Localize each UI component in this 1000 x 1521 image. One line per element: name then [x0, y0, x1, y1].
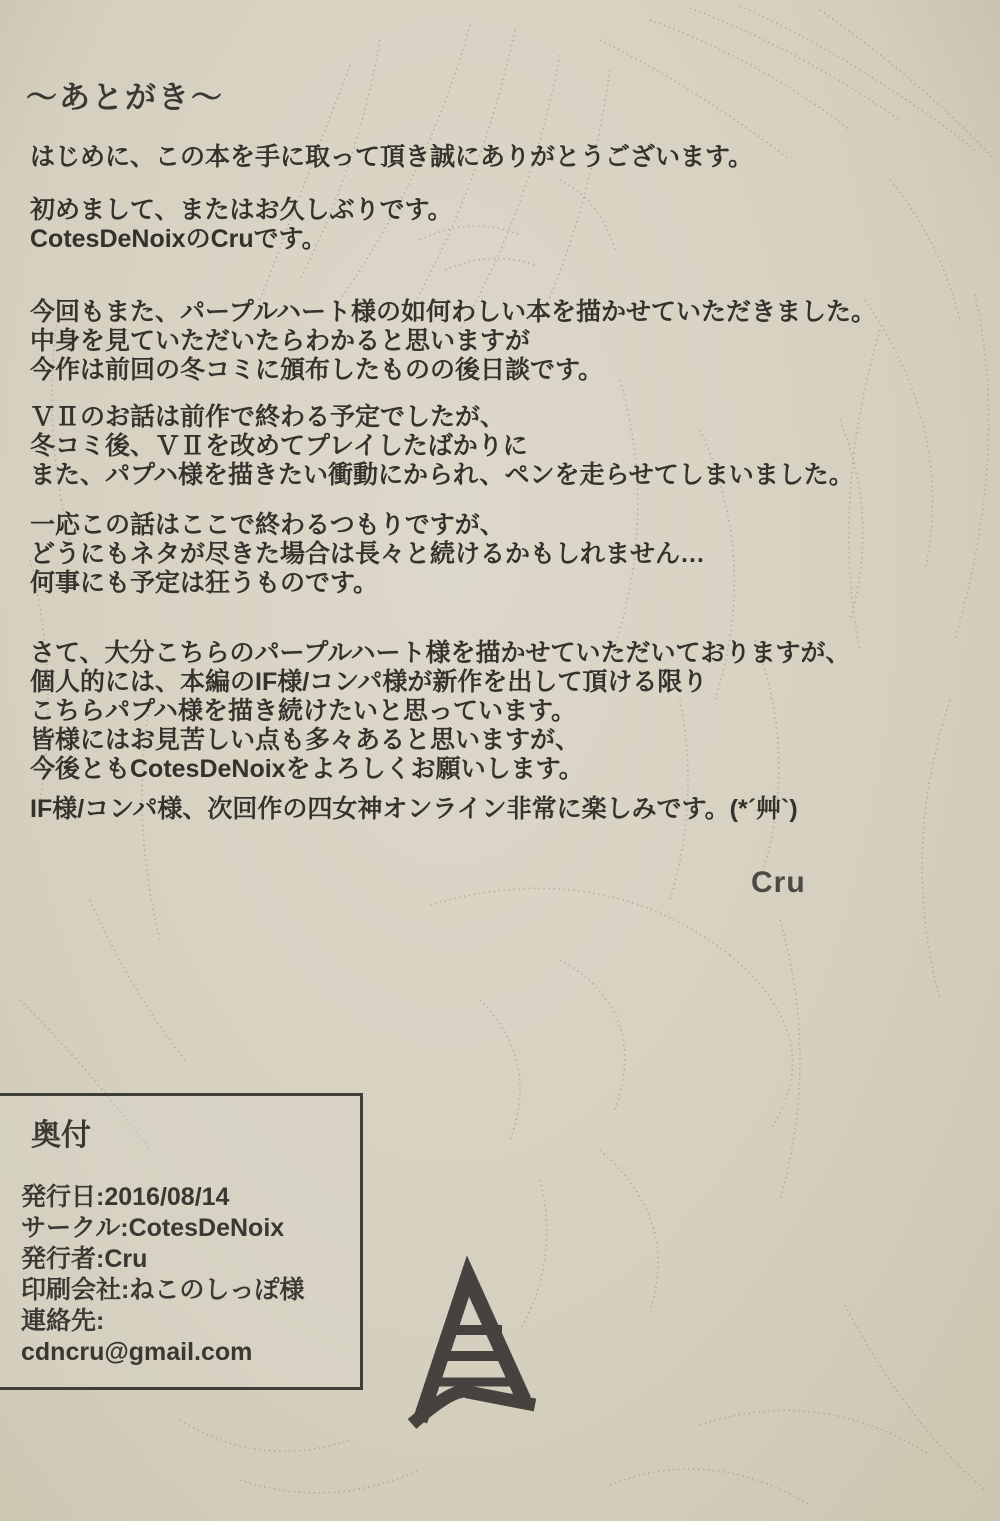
paragraph-story-plans [30, 403, 854, 490]
text-line: また、パプハ様を描きたい衝動にかられ、ペンを走らせてしまいました。 [30, 461, 854, 489]
text-line: 一応この話はここで終わるつもりですが、 [30, 511, 505, 539]
paragraph-continuation [30, 511, 705, 598]
colophon-heading: 奥付 [31, 1119, 91, 1152]
text-line: 今回もまた、パープルハート様の如何わしい本を描かせていただきました。 [30, 298, 877, 326]
printing-company: 印刷会社:ねこのしっぽ様 [21, 1276, 305, 1304]
text-line: 中身を見ていただいたらわかると思いますが [30, 327, 531, 355]
text-line: はじめに、この本を手に取って頂き誠にありがとうございます。 [30, 143, 754, 171]
circle-name: サークル:CotesDeNoix [21, 1214, 285, 1242]
text-line: こちらパプハ様を描き続けたいと思っています。 [30, 697, 577, 725]
text-line: 何事にも予定は狂うものです。 [30, 569, 379, 597]
paragraph-introduction [30, 196, 453, 254]
text-line: 皆様にはお見苦しい点も多々あると思いますが、 [30, 726, 581, 754]
text-line: IF様/コンパ様、次回作の四女神オンライン非常に楽しみです。(*´艸`) [30, 795, 798, 823]
paragraph-postscript [30, 795, 798, 824]
text-line: 今後ともCotesDeNoixをよろしくお願いします。 [30, 755, 584, 783]
colophon-details [21, 1182, 304, 1368]
text-line: さて、大分こちらのパープルハート様を描かせていただいておりますが、 [30, 639, 851, 667]
a-ladder-logo-icon [400, 1255, 550, 1445]
contact-email: cdncru@gmail.com [21, 1338, 253, 1366]
paragraph-closing [30, 639, 851, 784]
paragraph-about-book [30, 298, 876, 385]
text-line: 冬コミ後、ＶⅡを改めてプレイしたばかりに [30, 432, 528, 460]
text-line: CotesDeNoixのCruです。 [30, 225, 327, 253]
text-line: 初めまして、またはお久しぶりです。 [30, 196, 453, 224]
contact-label: 連絡先: [21, 1307, 105, 1335]
afterword-title: ～あとがき～ [26, 80, 224, 115]
text-line: 個人的には、本編のIF様/コンパ様が新作を出して頂ける限り [30, 668, 708, 696]
text-line: どうにもネタが尽きた場合は長々と続けるかもしれません… [30, 540, 706, 568]
paragraph-greeting [30, 143, 753, 172]
text-line: 今作は前回の冬コミに頒布したものの後日談です。 [30, 356, 604, 384]
publisher-name: 発行者:Cru [21, 1245, 148, 1273]
text-line: ＶⅡのお話は前作で終わる予定でしたが、 [30, 403, 506, 431]
colophon-box [0, 1093, 363, 1390]
publication-date: 発行日:2016/08/14 [21, 1183, 230, 1211]
author-signature: Cru [751, 866, 806, 899]
